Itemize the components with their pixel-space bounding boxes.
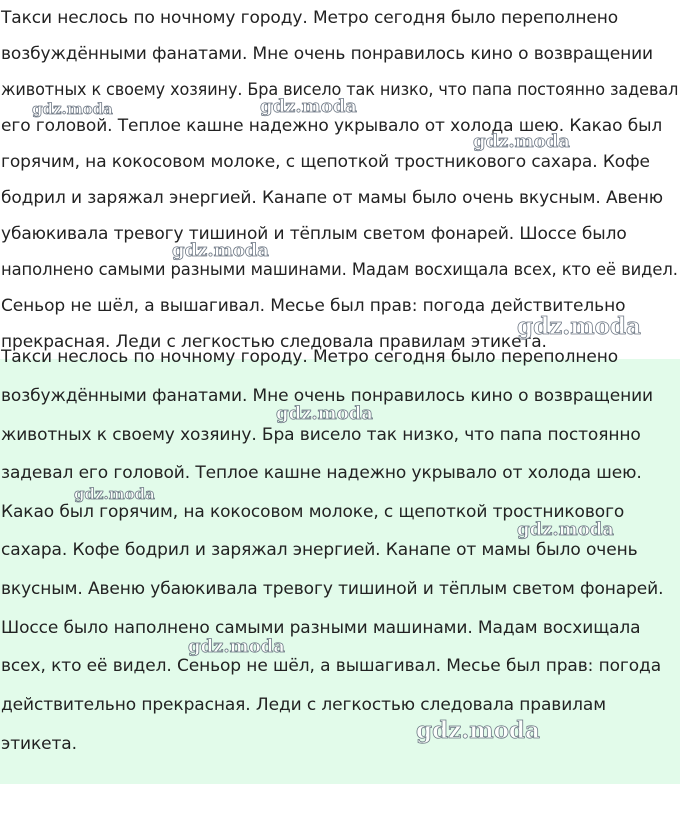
text-line: животных к своему хозяину. Бра висело так низко, что папа постоянно задевал: [1, 80, 679, 100]
watermark: gdz.moda: [32, 100, 113, 118]
text-line: всех, кто её видел. Сеньор не шёл, а вышагивал. Месье был прав: погода: [1, 656, 662, 676]
text-line: Какао был горячим, на кокосовом молоке, с щепоткой тростникового: [1, 502, 625, 522]
watermark: gdz.moda: [416, 717, 540, 744]
text-line: задевал его головой. Теплое кашне надежно укрывало от холода шею.: [1, 463, 642, 483]
text-line: Такси неслось по ночному городу. Метро сегодня было переполнено: [1, 347, 619, 367]
text-line: бодрил и заряжал энергией. Канапе от мамы было очень вкусным. Авеню: [1, 188, 663, 208]
watermark: gdz.moda: [517, 313, 641, 340]
text-line: животных к своему хозяину. Бра висело так низко, что папа постоянно: [1, 425, 641, 445]
text-line: этикета.: [1, 734, 77, 754]
text-line: наполнено самыми разными машинами. Мадам восхищала всех, кто её видел.: [1, 260, 678, 280]
text-line: возбуждёнными фанатами. Мне очень понравилось кино о возвращении: [1, 386, 653, 406]
watermark: gdz.moda: [260, 96, 357, 117]
text-line: действительно прекрасная. Леди с легкостью следовала правилам: [1, 695, 606, 715]
watermark: gdz.moda: [172, 240, 269, 261]
text-line: сахара. Кофе бодрил и заряжал энергией. Канапе от мамы было очень: [1, 540, 638, 560]
text-line: Шоссе было наполнено самыми разными машинами. Мадам восхищала: [1, 618, 641, 638]
text-block-top: [0, 0, 680, 359]
text-line: Сеньор не шёл, а вышагивал. Месье был прав: погода действительно: [1, 296, 626, 316]
text-block-bottom: [0, 347, 680, 784]
watermark: gdz.moda: [74, 485, 155, 503]
watermark: gdz.moda: [188, 636, 285, 657]
text-line: горячим, на кокосовом молоке, с щепоткой тростникового сахара. Кофе: [1, 152, 650, 172]
text-line: его головой. Теплое кашне надежно укрывало от холода шею. Какао был: [1, 116, 663, 136]
text-line: Такси неслось по ночному городу. Метро сегодня было переполнено: [1, 8, 619, 28]
watermark: gdz.moda: [473, 131, 570, 152]
text-line: возбуждёнными фанатами. Мне очень понравилось кино о возвращении: [1, 44, 653, 64]
text-line: убаюкивала тревогу тишиной и тёплым светом фонарей. Шоссе было: [1, 224, 627, 244]
text-line: вкусным. Авеню убаюкивала тревогу тишиной и тёплым светом фонарей.: [1, 579, 664, 599]
watermark: gdz.moda: [517, 519, 614, 540]
watermark: gdz.moda: [276, 403, 373, 424]
text-line: прекрасная. Леди с легкостью следовала правилам этикета.: [1, 332, 547, 352]
